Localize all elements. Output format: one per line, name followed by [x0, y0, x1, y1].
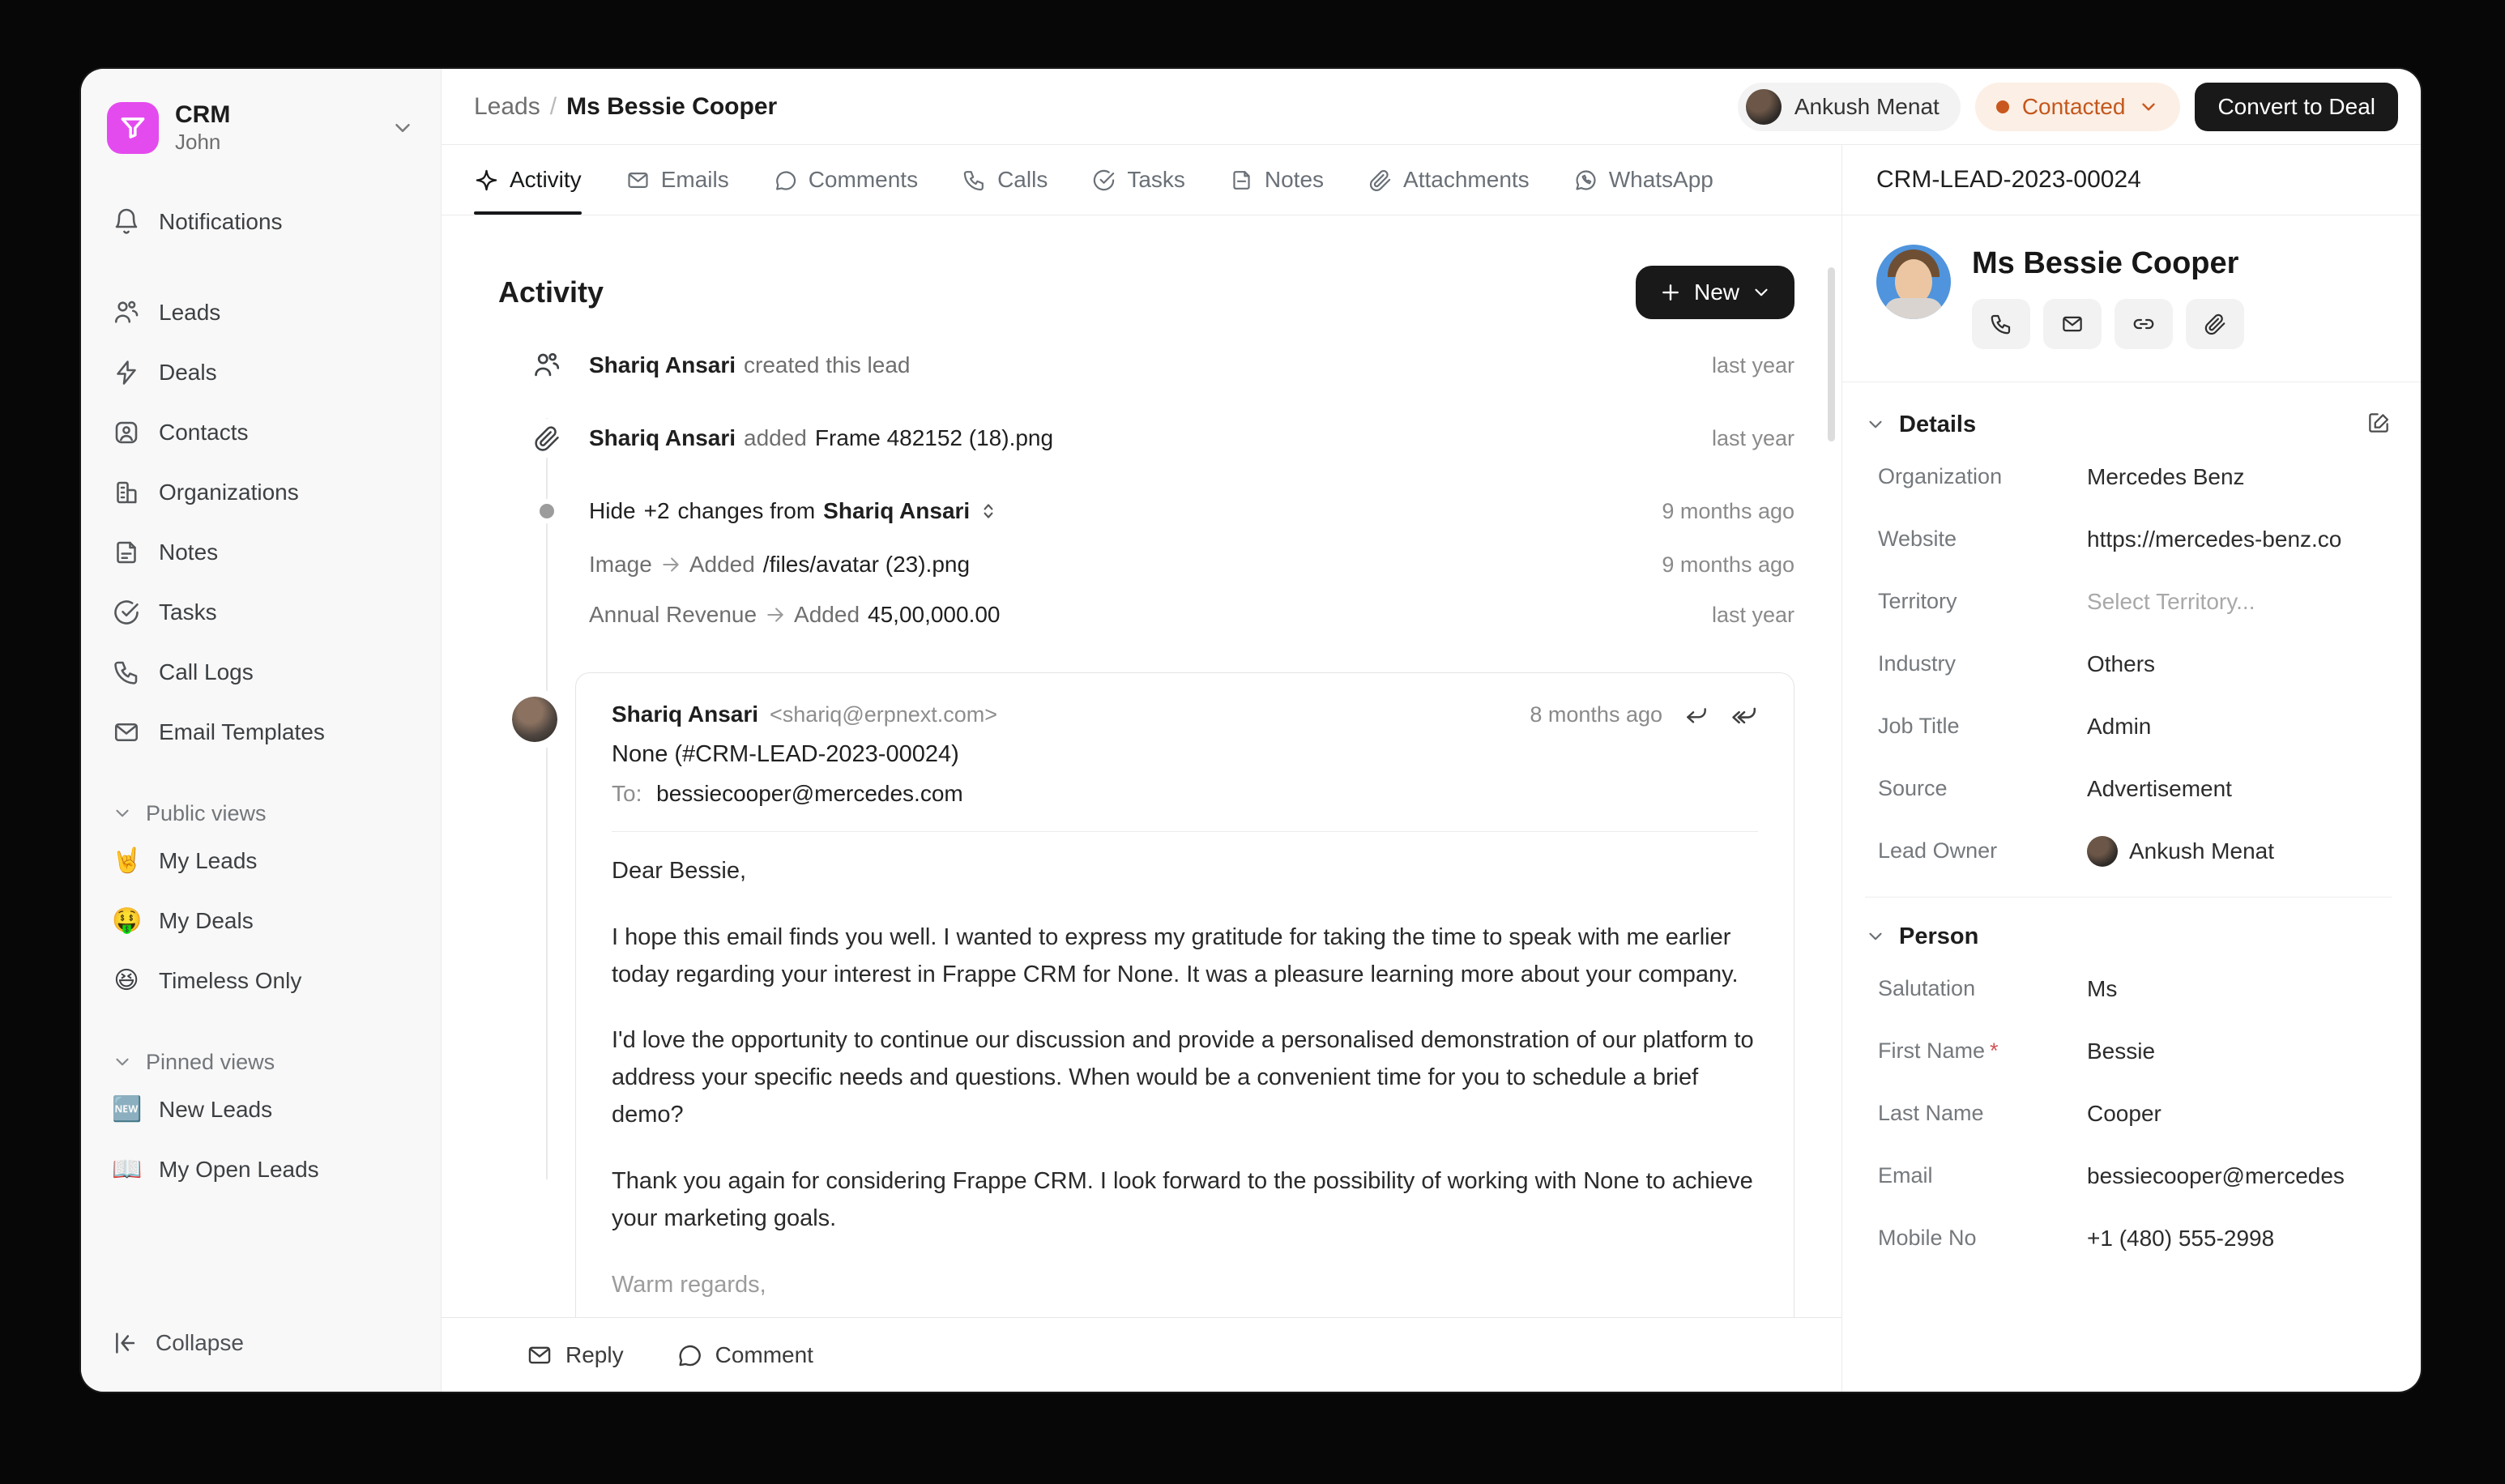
money-face-emoji-icon: 🤑: [112, 907, 143, 935]
email-paragraph: Thank you again for considering Frappe CRM. I look forward to the possibility of working with None to achieve your marketing goals.: [612, 1167, 1753, 1231]
field-value: Mercedes Benz: [2087, 463, 2245, 489]
change-field: Annual Revenue: [589, 602, 757, 627]
sidebar-item-label: Deals: [159, 359, 217, 385]
field-value: Ankush Menat: [2129, 838, 2274, 864]
app-user: John: [175, 129, 221, 154]
dot-icon: [540, 504, 554, 518]
convert-to-deal-button[interactable]: [2195, 83, 2398, 131]
chevron-down-icon: [390, 116, 415, 140]
horns-emoji-icon: 🤘: [112, 847, 143, 875]
person-section-header[interactable]: [1865, 915, 2392, 957]
tab-label: Emails: [660, 167, 729, 192]
leads-icon: [112, 298, 141, 327]
change-verb: Added: [794, 602, 860, 627]
sidebar-item-contacts[interactable]: [100, 406, 421, 459]
email-paragraph: Dear Bessie,: [612, 858, 747, 884]
calls-icon: [962, 168, 987, 193]
field-label: First Name *: [1878, 1038, 1999, 1063]
assignee-name: Ankush Menat: [1794, 93, 1940, 119]
activity-item-changes-toggle[interactable]: [442, 483, 1794, 539]
sidebar-item-label: Tasks: [159, 599, 217, 625]
convert-to-deal-label: Convert to Deal: [2217, 93, 2375, 119]
field-label: Last Name: [1878, 1101, 1984, 1125]
activity-change-annual-revenue: [442, 590, 1794, 640]
field-label: Territory: [1878, 589, 1957, 613]
activity-time: 9 months ago: [1662, 552, 1794, 577]
email-time: 8 months ago: [1530, 701, 1662, 727]
field-value: https://mercedes-benz.co: [2087, 526, 2342, 552]
pinned-views-header[interactable]: [112, 1050, 421, 1075]
view-item-label: My Leads: [159, 847, 258, 873]
edit-details-button[interactable]: [2366, 410, 2392, 440]
collapse-sidebar-button[interactable]: [100, 1319, 421, 1367]
email-action-button[interactable]: [2043, 299, 2102, 349]
comment-icon: [676, 1341, 703, 1369]
crm-window: [81, 69, 2421, 1392]
paperclip-icon: [2203, 312, 2227, 336]
view-item-my-deals[interactable]: [100, 894, 421, 948]
email-message-card: [575, 672, 1794, 1317]
workspace-switcher[interactable]: [100, 96, 421, 160]
field-value: Cooper: [2087, 1100, 2161, 1126]
activity-object: Frame 482152 (18).png: [814, 425, 1054, 450]
attach-action-button[interactable]: [2186, 299, 2244, 349]
lead-details-panel: [1841, 145, 2421, 1392]
tab-label: Tasks: [1127, 167, 1185, 192]
mail-icon: [526, 1341, 553, 1369]
avatar: [512, 697, 557, 742]
mail-icon: [2060, 312, 2085, 336]
link-icon: [2132, 312, 2156, 336]
public-views: [100, 834, 421, 1008]
tab-calls[interactable]: [962, 145, 1048, 215]
activity-time: last year: [1711, 602, 1794, 627]
activity-action: created this lead: [744, 352, 911, 377]
field-row-source[interactable]: [1865, 757, 2392, 820]
tasks-icon: [112, 598, 141, 627]
comments-icon: [773, 168, 798, 193]
tab-whatsapp[interactable]: [1573, 145, 1713, 215]
comment-button[interactable]: [676, 1341, 813, 1369]
changes-count: +2: [643, 498, 670, 523]
changes-actor: Shariq Ansari: [823, 498, 971, 523]
tab-bar: [442, 145, 1841, 215]
activity-time: last year: [1711, 425, 1794, 450]
new-activity-button[interactable]: [1636, 266, 1794, 319]
tab-emails[interactable]: [625, 145, 729, 215]
sidebar: [81, 69, 442, 1392]
phone-icon: [1989, 312, 2013, 336]
view-item-label: Timeless Only: [159, 967, 302, 993]
sidebar-item-label: Organizations: [159, 479, 299, 505]
view-item-label: New Leads: [159, 1096, 273, 1122]
funnel-icon: [117, 113, 148, 143]
crm-logo: [107, 102, 159, 154]
email-closing: Warm regards,: [612, 1271, 766, 1298]
status-dot-icon: [1996, 100, 2009, 113]
activity-actor: Shariq Ansari: [589, 425, 736, 450]
lead-avatar: [1876, 245, 1951, 319]
notes-icon: [112, 538, 141, 567]
collapse-icon: [112, 1329, 139, 1357]
chevron-down-icon: [2138, 96, 2159, 117]
timeline-connector: [546, 418, 548, 1179]
sidebar-item-label: Email Templates: [159, 719, 325, 744]
reply-label: Reply: [565, 1341, 624, 1367]
activity-time: last year: [1711, 352, 1794, 377]
public-views-header[interactable]: [112, 801, 421, 826]
deals-icon: [112, 358, 141, 387]
activity-change-image: [442, 539, 1794, 590]
field-label: Email: [1878, 1163, 1933, 1188]
field-label: Salutation: [1878, 976, 1976, 1000]
activity-action: added: [744, 425, 807, 450]
field-row-organization[interactable]: [1865, 446, 2392, 508]
email-to-label: To:: [612, 781, 642, 806]
change-value: /files/avatar (23).png: [762, 552, 971, 577]
field-value: +1 (480) 555-2998: [2087, 1225, 2275, 1251]
chevron-down-icon: [1751, 282, 1772, 303]
call-logs-icon: [112, 658, 141, 687]
breadcrumb: [474, 93, 777, 121]
change-value: 45,00,000.00: [868, 602, 1001, 627]
breadcrumb-separator: /: [549, 92, 557, 120]
status-label: Contacted: [2021, 93, 2126, 119]
comment-label: Comment: [715, 1341, 813, 1367]
field-label: Job Title: [1878, 714, 1960, 738]
tab-comments[interactable]: [773, 145, 918, 215]
sidebar-item-label: Notes: [159, 539, 219, 565]
field-label: Mobile No: [1878, 1226, 1977, 1250]
sidebar-item-deals[interactable]: [100, 346, 421, 399]
avatar: [2087, 836, 2118, 867]
public-views-label: Public views: [146, 800, 267, 825]
chevron-down-icon: [1865, 926, 1886, 947]
breadcrumb-leads[interactable]: Leads: [474, 92, 540, 120]
chevron-down-icon: [112, 803, 133, 824]
activity-item-attachment: [442, 410, 1794, 467]
field-value: Ms: [2087, 975, 2118, 1001]
change-field: Image: [589, 552, 652, 577]
new-button-label: New: [1693, 279, 1739, 305]
lead-id: CRM-LEAD-2023-00024: [1842, 145, 2421, 215]
tab-label: Activity: [510, 167, 582, 192]
breadcrumb-current: Ms Bessie Cooper: [566, 92, 778, 120]
field-label: Website: [1878, 527, 1957, 551]
sidebar-item-label: Leads: [159, 299, 221, 325]
top-header: [442, 69, 2421, 145]
field-row-job-title[interactable]: [1865, 695, 2392, 757]
field-row-industry[interactable]: [1865, 633, 2392, 695]
chevrons-up-down-icon: [978, 501, 999, 522]
details-title: Details: [1899, 411, 1977, 437]
tab-tasks[interactable]: [1091, 145, 1185, 215]
sidebar-item-notifications[interactable]: [100, 195, 421, 249]
reply-all-icon[interactable]: [1730, 701, 1758, 728]
sidebar-item-label: Contacts: [159, 419, 249, 445]
pinned-views-label: Pinned views: [146, 1049, 275, 1074]
sidebar-item-notes[interactable]: [100, 526, 421, 579]
sidebar-item-call-logs[interactable]: [100, 646, 421, 699]
bell-icon: [112, 207, 141, 237]
contacts-icon: [112, 418, 141, 447]
laughing-emoji-icon: 😆: [113, 967, 139, 995]
tab-label: Comments: [808, 167, 919, 192]
view-item-label: My Deals: [159, 907, 254, 933]
details-section-header[interactable]: [1865, 403, 2392, 446]
activity-time: 9 months ago: [1662, 498, 1794, 523]
activity-actor: Shariq Ansari: [589, 352, 736, 377]
pinned-views: [100, 1083, 421, 1196]
view-item-new-leads[interactable]: [100, 1083, 421, 1136]
field-row-last-name[interactable]: [1865, 1082, 2392, 1145]
assignee-chip[interactable]: [1738, 83, 1961, 131]
chevron-down-icon: [1865, 414, 1886, 435]
email-paragraph: I hope this email finds you well. I wanted to express my gratitude for taking the time to speak with me earlier today regarding your interest in Frappe CRM for None. It was a pleasure learning more about your company.: [612, 923, 1739, 987]
field-label: Industry: [1878, 651, 1957, 676]
view-item-timeless-only[interactable]: [100, 954, 421, 1008]
sidebar-item-email-templates[interactable]: [100, 706, 421, 759]
change-verb: Added: [689, 552, 755, 577]
field-value: Others: [2087, 650, 2156, 676]
field-label: Source: [1878, 776, 1948, 800]
activity-item-created: [442, 337, 1794, 394]
tasks-icon: [1091, 168, 1116, 193]
sidebar-nav: [100, 286, 421, 759]
sidebar-item-tasks[interactable]: [100, 586, 421, 639]
composer-bar: [442, 1317, 1841, 1392]
tab-notes[interactable]: [1229, 145, 1324, 215]
activity-title: Activity: [498, 275, 604, 309]
email-sender: Shariq Ansari: [612, 701, 759, 727]
lead-name: Ms Bessie Cooper: [1972, 246, 2239, 280]
tab-label: Calls: [997, 167, 1048, 192]
field-value: Admin: [2087, 713, 2152, 739]
field-value-placeholder: Select Territory...: [2087, 588, 2255, 614]
sidebar-item-organizations[interactable]: [100, 466, 421, 519]
field-value: Advertisement: [2087, 775, 2232, 801]
whatsapp-icon: [1573, 168, 1598, 193]
app-name: CRM: [175, 101, 231, 128]
activity-icon: [474, 168, 499, 193]
paperclip-icon: [532, 424, 561, 453]
person-title: Person: [1899, 923, 1979, 949]
notes-icon: [1229, 168, 1254, 193]
plus-icon: [1658, 280, 1683, 305]
field-label: Lead Owner: [1878, 838, 1998, 863]
view-item-my-leads[interactable]: [100, 834, 421, 888]
email-templates-icon: [112, 718, 141, 747]
required-asterisk: *: [1990, 1038, 1999, 1063]
reply-button[interactable]: [526, 1341, 624, 1369]
field-value: bessiecooper@mercedes: [2087, 1162, 2345, 1188]
field-row-lead-owner[interactable]: [1865, 820, 2392, 882]
edit-icon: [2366, 410, 2392, 436]
leads-icon: [531, 350, 562, 381]
field-row-mobile-no[interactable]: [1865, 1207, 2392, 1269]
chevron-down-icon: [112, 1051, 133, 1072]
changes-middle: changes from: [677, 498, 816, 523]
arrow-right-icon: [660, 554, 681, 575]
field-row-email[interactable]: [1865, 1145, 2392, 1207]
sidebar-item-label: Notifications: [159, 208, 283, 234]
field-row-first-name[interactable]: [1865, 1020, 2392, 1082]
main-column: [442, 145, 1841, 1392]
avatar: [1746, 89, 1782, 125]
field-row-website[interactable]: [1865, 508, 2392, 570]
details-section: [1842, 382, 2421, 904]
field-row-salutation[interactable]: [1865, 957, 2392, 1020]
arrow-right-icon: [765, 604, 786, 625]
view-item-label: My Open Leads: [159, 1156, 319, 1182]
lead-status-dropdown[interactable]: [1975, 83, 2181, 131]
email-to-value: bessiecooper@mercedes.com: [656, 781, 963, 806]
collapse-label: Collapse: [156, 1330, 244, 1355]
tab-label: Notes: [1264, 167, 1325, 192]
email-sender-address: <shariq@erpnext.com>: [770, 701, 998, 727]
link-action-button[interactable]: [2115, 299, 2173, 349]
book-emoji-icon: 📖: [112, 1156, 143, 1183]
tab-activity[interactable]: [474, 145, 582, 215]
tab-label: WhatsApp: [1608, 167, 1713, 192]
sidebar-item-leads[interactable]: [100, 286, 421, 339]
tab-label: Attachments: [1403, 167, 1530, 192]
scrollbar[interactable]: [1828, 267, 1835, 441]
changes-prefix: Hide: [589, 498, 636, 523]
email-subject: None (#CRM-LEAD-2023-00024): [612, 741, 959, 767]
field-row-territory[interactable]: [1865, 570, 2392, 633]
email-paragraph: I'd love the opportunity to continue our discussion and provide a personalised demonstration of our platform to address your specific needs and questions. When would be a convenient time for you to schedule a brief demo?: [612, 1027, 1754, 1128]
email-body: [612, 853, 1758, 1303]
lead-summary: [1842, 215, 2421, 382]
activity-panel[interactable]: [442, 215, 1841, 1317]
call-action-button[interactable]: [1972, 299, 2030, 349]
emails-icon: [625, 168, 651, 193]
tab-attachments[interactable]: [1368, 145, 1530, 215]
attachments-icon: [1368, 168, 1393, 193]
view-item-my-open-leads[interactable]: [100, 1143, 421, 1196]
sidebar-item-label: Call Logs: [159, 659, 254, 684]
organizations-icon: [112, 478, 141, 507]
reply-icon[interactable]: [1684, 701, 1709, 727]
person-section: [1842, 904, 2421, 1276]
field-value: Bessie: [2087, 1038, 2156, 1064]
new-emoji-icon: 🆕: [112, 1096, 143, 1124]
field-label: Organization: [1878, 464, 2003, 488]
